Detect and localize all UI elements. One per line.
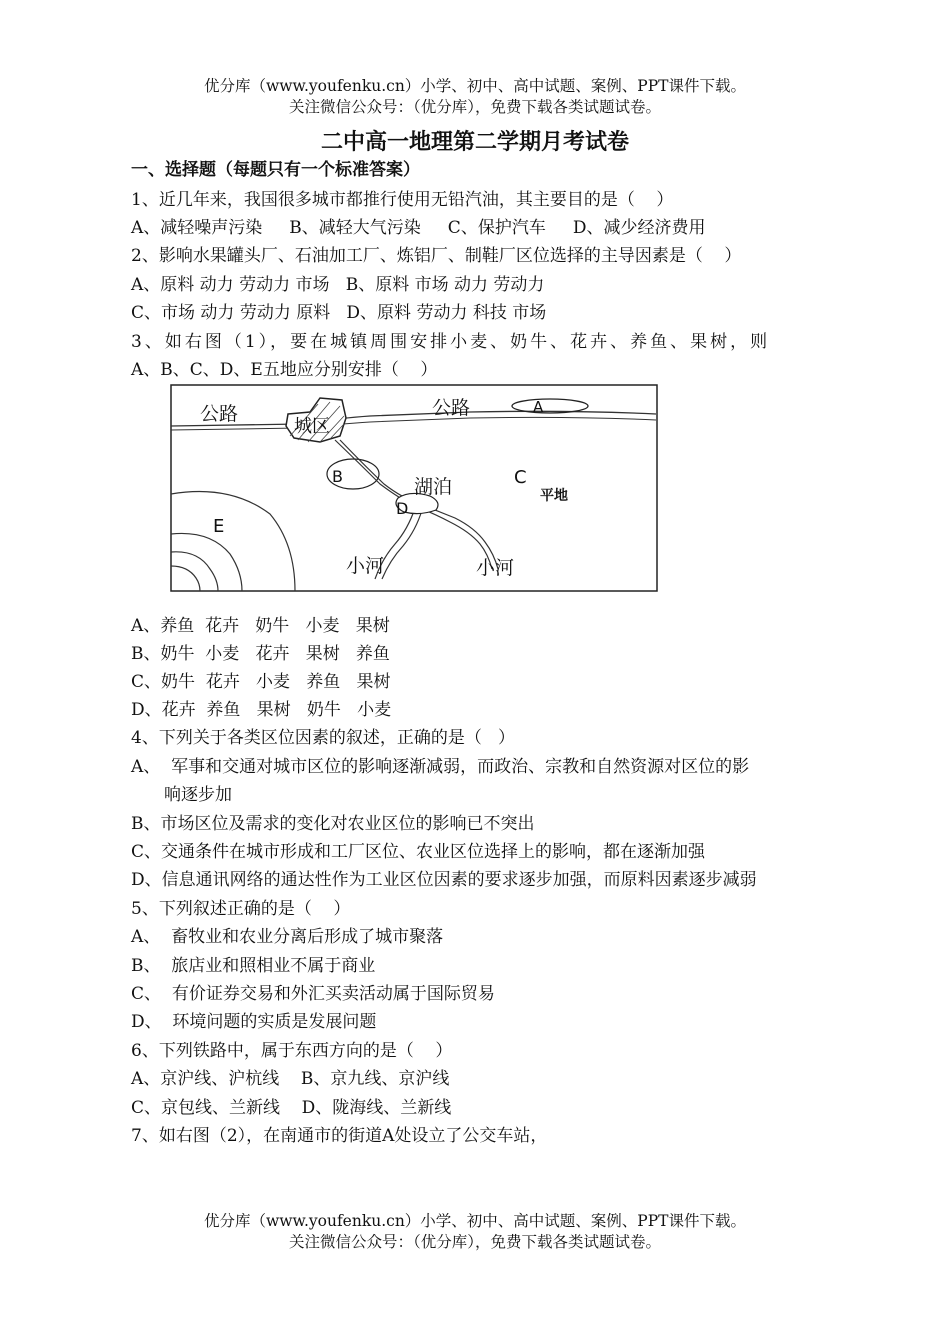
question-3-line-2: A、B、C、D、E五地应分别安排（ ） bbox=[131, 360, 438, 380]
header-line-1: 优分库（www.youfenku.cn）小学、初中、高中试题、案例、PPT课件下载。 bbox=[203, 77, 747, 95]
page-title: 二中高一地理第二学期月考试卷 bbox=[320, 130, 629, 155]
question-2-options-cd: C、市场 动力 劳动力 原料 D、原料 劳动力 科技 市场 bbox=[131, 303, 547, 323]
map-point-e: E bbox=[213, 516, 225, 537]
map-lake-label: 湖泊 bbox=[414, 476, 453, 498]
footer-line-1: 优分库（www.youfenku.cn）小学、初中、高中试题、案例、PPT课件下载。 bbox=[203, 1212, 747, 1230]
question-3-option-b: B、奶牛 小麦 花卉 果树 养鱼 bbox=[131, 644, 390, 664]
map-plain-label: 平地 bbox=[540, 488, 568, 504]
footer-line-2: 关注微信公众号：（优分库），免费下载各类试题试卷。 bbox=[288, 1233, 661, 1251]
question-3-line-1: 3、如右图（1），要在城镇周围安排小麦、奶牛、花卉、养鱼、果树，则 bbox=[131, 332, 771, 352]
map-point-d: D bbox=[396, 499, 409, 518]
question-5-option-c: C、 有价证券交易和外汇买卖活动属于国际贸易 bbox=[131, 984, 495, 1004]
map-point-b: B bbox=[332, 467, 343, 486]
question-2: 2、影响水果罐头厂、石油加工厂、炼铝厂、制鞋厂区位选择的主导因素是（ ） bbox=[131, 246, 742, 266]
question-5-option-a: A、 畜牧业和农业分离后形成了城市聚落 bbox=[131, 927, 444, 947]
question-4-option-b: B、市场区位及需求的变化对农业区位的影响已不突出 bbox=[131, 814, 535, 834]
map-point-c: C bbox=[514, 467, 527, 488]
map-river-label-1: 小河 bbox=[346, 555, 385, 577]
map-point-a: A bbox=[533, 398, 544, 416]
question-4-option-a-line-2: 响逐步加 bbox=[164, 785, 232, 805]
question-4-option-d: D、信息通讯网络的通达性作为工业区位因素的要求逐步加强，而原料因素逐步减弱 bbox=[131, 870, 757, 890]
header-line-2: 关注微信公众号：（优分库），免费下载各类试题试卷。 bbox=[288, 98, 661, 116]
question-7: 7、如右图（2），在南通市的街道A处设立了公交车站， bbox=[131, 1126, 548, 1146]
question-2-options-ab: A、原料 动力 劳动力 市场 B、原料 市场 动力 劳动力 bbox=[131, 275, 545, 295]
question-3-option-c: C、奶牛 花卉 小麦 养鱼 果树 bbox=[131, 672, 391, 692]
section-heading: 一、选择题（每题只有一个标准答案） bbox=[131, 160, 420, 180]
question-6-options-cd: C、京包线、兰新线 D、陇海线、兰新线 bbox=[131, 1098, 452, 1118]
question-4-option-a-line-1: A、 军事和交通对城市区位的影响逐渐减弱，而政治、宗教和自然资源对区位的影 bbox=[131, 757, 750, 777]
question-3-option-d: D、花卉 养鱼 果树 奶牛 小麦 bbox=[131, 700, 392, 720]
question-4-option-c: C、交通条件在城市形成和工厂区位、农业区位选择上的影响，都在逐渐加强 bbox=[131, 842, 706, 862]
question-5: 5、下列叙述正确的是（ ） bbox=[131, 899, 351, 919]
question-6-options-ab: A、京沪线、沪杭线 B、京九线、京沪线 bbox=[131, 1069, 450, 1089]
figure-1-map bbox=[170, 384, 658, 592]
map-road-label-1: 公路 bbox=[200, 403, 239, 425]
map-river-label-2: 小河 bbox=[476, 557, 515, 579]
map-road-label-2: 公路 bbox=[432, 397, 471, 419]
question-3-option-a: A、养鱼 花卉 奶牛 小麦 果树 bbox=[131, 616, 390, 636]
map-city-label: 城区 bbox=[294, 416, 330, 437]
question-1: 1、近几年来，我国很多城市都推行使用无铅汽油，其主要目的是（ ） bbox=[131, 190, 674, 210]
question-1-options: A、减轻噪声污染 B、减轻大气污染 C、保护汽车 D、减少经济费用 bbox=[131, 218, 706, 238]
question-6: 6、下列铁路中，属于东西方向的是（ ） bbox=[131, 1041, 453, 1061]
question-4: 4、下列关于各类区位因素的叙述，正确的是（ ） bbox=[131, 728, 516, 748]
question-5-option-d: D、 环境问题的实质是发展问题 bbox=[131, 1012, 377, 1032]
question-5-option-b: B、 旅店业和照相业不属于商业 bbox=[131, 956, 376, 976]
